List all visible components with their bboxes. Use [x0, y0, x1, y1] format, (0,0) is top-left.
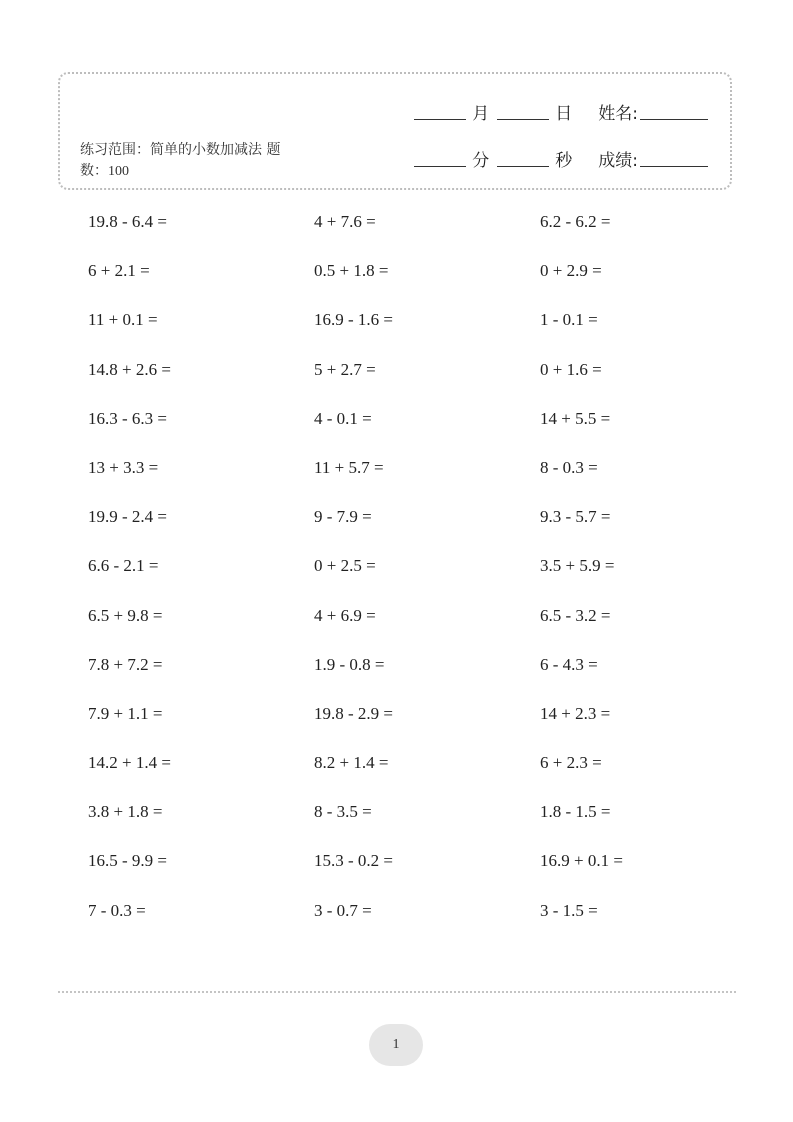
problem-item: 3.5 + 5.9 = — [540, 556, 615, 576]
problem-item: 14.2 + 1.4 = — [88, 753, 171, 773]
problem-item: 16.9 - 1.6 = — [314, 310, 393, 330]
problem-item: 0 + 2.5 = — [314, 556, 376, 576]
score-blank[interactable] — [640, 165, 708, 167]
problem-item: 6 - 4.3 = — [540, 654, 598, 674]
problem-item: 4 + 6.9 = — [314, 605, 376, 625]
problem-item: 11 + 0.1 = — [88, 310, 158, 330]
name-label: 姓名: — [598, 104, 638, 124]
problem-item: 19.9 - 2.4 = — [88, 507, 167, 527]
second-label: 秒 — [555, 151, 573, 171]
problem-item: 8.2 + 1.4 = — [314, 753, 389, 773]
problem-item: 6.6 - 2.1 = — [88, 556, 159, 576]
second-blank[interactable] — [497, 165, 549, 167]
problem-item: 14.8 + 2.6 = — [88, 359, 171, 379]
minute-label: 分 — [472, 151, 490, 171]
month-blank[interactable] — [414, 118, 466, 120]
page-number: 1 — [392, 1037, 400, 1052]
problem-item: 16.5 - 9.9 = — [88, 851, 167, 871]
problem-item: 0 + 1.6 = — [540, 359, 602, 379]
problem-item: 4 + 7.6 = — [314, 212, 376, 231]
problem-item: 6 + 2.1 = — [88, 261, 150, 281]
question-count-label: 题数： — [80, 142, 281, 179]
day-blank[interactable] — [497, 118, 549, 120]
problem-item: 11 + 5.7 = — [314, 457, 384, 477]
problem-item: 16.3 - 6.3 = — [88, 408, 167, 428]
problem-item: 8 - 3.5 = — [314, 802, 372, 822]
problem-item: 19.8 - 6.4 = — [88, 212, 167, 231]
problem-item: 7.8 + 7.2 = — [88, 654, 163, 674]
problem-item: 9.3 - 5.7 = — [540, 507, 611, 527]
practice-range-label: 练习范围：简单的小数加减法 — [80, 142, 262, 158]
problem-item: 0 + 2.9 = — [540, 261, 602, 281]
problem-item: 4 - 0.1 = — [314, 408, 372, 428]
problem-item: 13 + 3.3 = — [88, 457, 159, 477]
problem-item: 6 + 2.3 = — [540, 753, 602, 773]
problem-item: 15.3 - 0.2 = — [314, 851, 393, 871]
footer-divider — [58, 991, 736, 993]
problem-item: 6.5 - 3.2 = — [540, 605, 611, 625]
problem-item: 14 + 5.5 = — [540, 408, 611, 428]
problem-item: 0.5 + 1.8 = — [314, 261, 389, 281]
problem-item: 3 - 1.5 = — [540, 900, 598, 920]
problem-item: 9 - 7.9 = — [314, 507, 372, 527]
problem-item: 14 + 2.3 = — [540, 703, 611, 723]
problem-item: 5 + 2.7 = — [314, 359, 376, 379]
problem-grid — [88, 208, 740, 946]
score-label: 成绩: — [598, 151, 638, 171]
day-label: 日 — [555, 104, 573, 124]
date-name-row — [414, 100, 708, 124]
problem-item: 3.8 + 1.8 = — [88, 802, 163, 822]
page-number-badge — [369, 1024, 423, 1066]
month-label: 月 — [472, 104, 490, 124]
problem-item: 3 - 0.7 = — [314, 900, 372, 920]
problem-item: 8 - 0.3 = — [540, 457, 598, 477]
problem-item: 7.9 + 1.1 = — [88, 703, 163, 723]
problem-item: 6.5 + 9.8 = — [88, 605, 163, 625]
problem-item: 6.2 - 6.2 = — [540, 212, 611, 231]
question-count-value: 100 — [108, 164, 129, 179]
worksheet-header — [58, 72, 732, 190]
problem-item: 1.8 - 1.5 = — [540, 802, 611, 822]
practice-info — [80, 140, 286, 182]
problem-item: 19.8 - 2.9 = — [314, 703, 393, 723]
name-blank[interactable] — [640, 118, 708, 120]
problem-item: 7 - 0.3 = — [88, 900, 146, 920]
time-score-row — [414, 147, 708, 171]
problem-item: 1.9 - 0.8 = — [314, 654, 385, 674]
minute-blank[interactable] — [414, 165, 466, 167]
problem-item: 1 - 0.1 = — [540, 310, 598, 330]
problem-item: 16.9 + 0.1 = — [540, 851, 623, 871]
